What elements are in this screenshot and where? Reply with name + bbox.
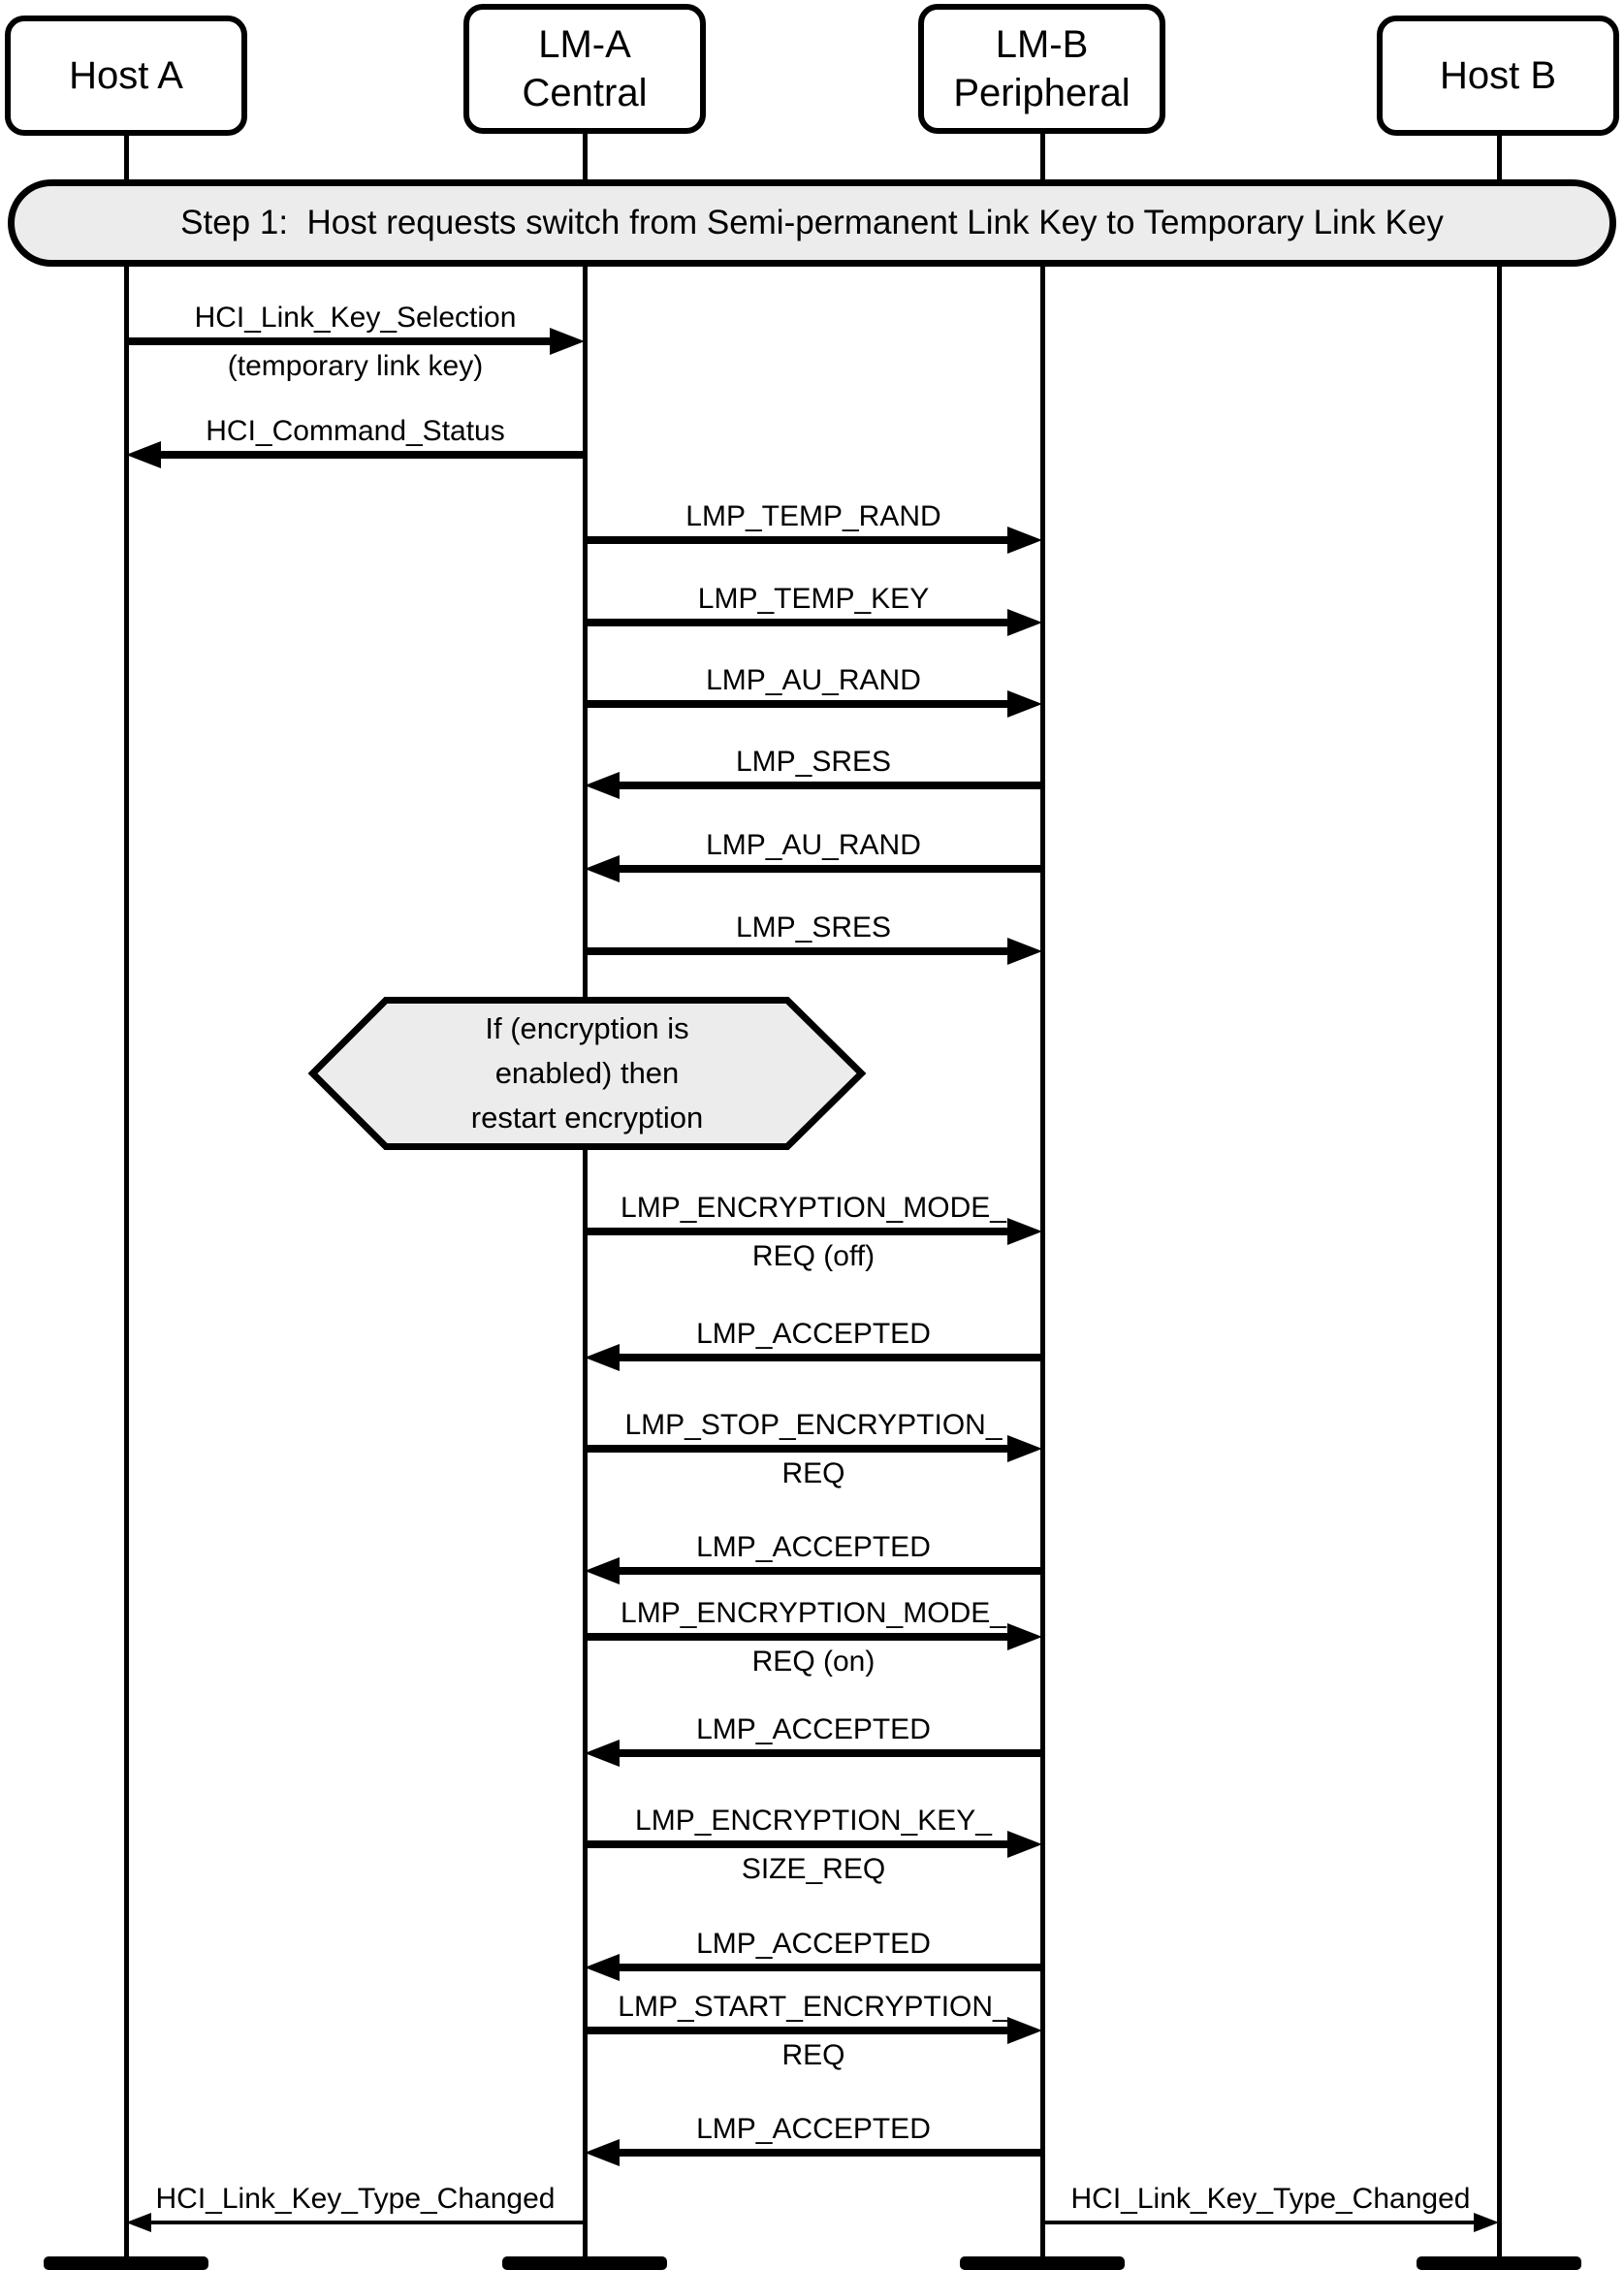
message-label: LMP_TEMP_RAND [685,500,941,532]
message-label: LMP_SRES [735,746,892,778]
message-line [612,1964,1042,1971]
condition-text-line: If (encryption is [485,1011,689,1045]
message-sublabel: (temporary link key) [227,350,484,382]
message-line [585,1445,1015,1453]
message-label: LMP_ACCEPTED [696,1928,931,1960]
message-line [612,782,1042,789]
message-line [585,1840,1015,1848]
message-label: LMP_ACCEPTED [696,1531,931,1563]
message-line [612,1749,1042,1757]
message-sublabel: REQ [781,2039,845,2071]
message-line [585,2027,1015,2034]
actor-label: LM-B [995,23,1089,66]
message-line [1042,2221,1481,2224]
message-line [585,1633,1015,1641]
actor-label: Peripheral [953,72,1130,114]
message-label: HCI_Link_Key_Type_Changed [155,2183,556,2215]
message-label: HCI_Command_Status [206,415,505,447]
message-label: LMP_TEMP_KEY [697,583,930,615]
message-line [612,2149,1042,2157]
message-line [612,1354,1042,1361]
message-label: LMP_ENCRYPTION_MODE_ [621,1192,1006,1224]
message-label: LMP_ACCEPTED [696,1318,931,1350]
message-line [585,536,1015,544]
message-label: LMP_AU_RAND [706,829,921,861]
condition-text [309,997,865,1150]
message-line [585,619,1015,626]
condition-text-line: restart encryption [470,1101,704,1135]
message-label: LMP_ENCRYPTION_KEY_ [635,1805,992,1837]
message-label: LMP_ACCEPTED [696,2113,931,2145]
message-sublabel: SIZE_REQ [741,1853,886,1885]
condition-text-line: enabled) then [494,1056,680,1090]
message-label: LMP_ACCEPTED [696,1713,931,1745]
message-label: HCI_Link_Key_Selection [194,302,517,334]
terminator-hostB [1417,2256,1581,2270]
message-label: LMP_SRES [735,911,892,943]
lifeline-hostB [1497,131,1502,2261]
message-line [143,2221,585,2224]
message-line [612,865,1042,873]
message-label: LMP_STOP_ENCRYPTION_ [624,1409,1003,1441]
message-line [585,947,1015,955]
actor-label: Central [522,72,648,114]
message-line [126,337,557,345]
message-label: LMP_AU_RAND [706,664,921,696]
message-sublabel: REQ (off) [751,1240,876,1272]
terminator-lmA [502,2256,667,2270]
actor-label: LM-A [538,23,631,66]
actor-box-lmB [918,4,1165,134]
actor-box-lmA [463,4,706,134]
terminator-hostA [44,2256,208,2270]
message-line [585,700,1015,708]
message-line [612,1567,1042,1575]
message-line [585,1228,1015,1235]
actor-label: Host B [1439,54,1557,97]
step-banner: Step 1: Host requests switch from Semi-permanent Link Key to Temporary Link Key [8,179,1616,267]
message-line [153,451,585,459]
actor-label: Host A [69,54,183,97]
actor-box-hostB [1377,16,1619,136]
message-label: LMP_START_ENCRYPTION_ [618,1991,1009,2023]
terminator-lmB [960,2256,1125,2270]
message-sublabel: REQ (on) [751,1646,876,1678]
actor-box-hostA [5,16,247,136]
message-label: HCI_Link_Key_Type_Changed [1070,2183,1471,2215]
message-label: LMP_ENCRYPTION_MODE_ [621,1597,1006,1629]
message-sublabel: REQ [781,1457,845,1489]
